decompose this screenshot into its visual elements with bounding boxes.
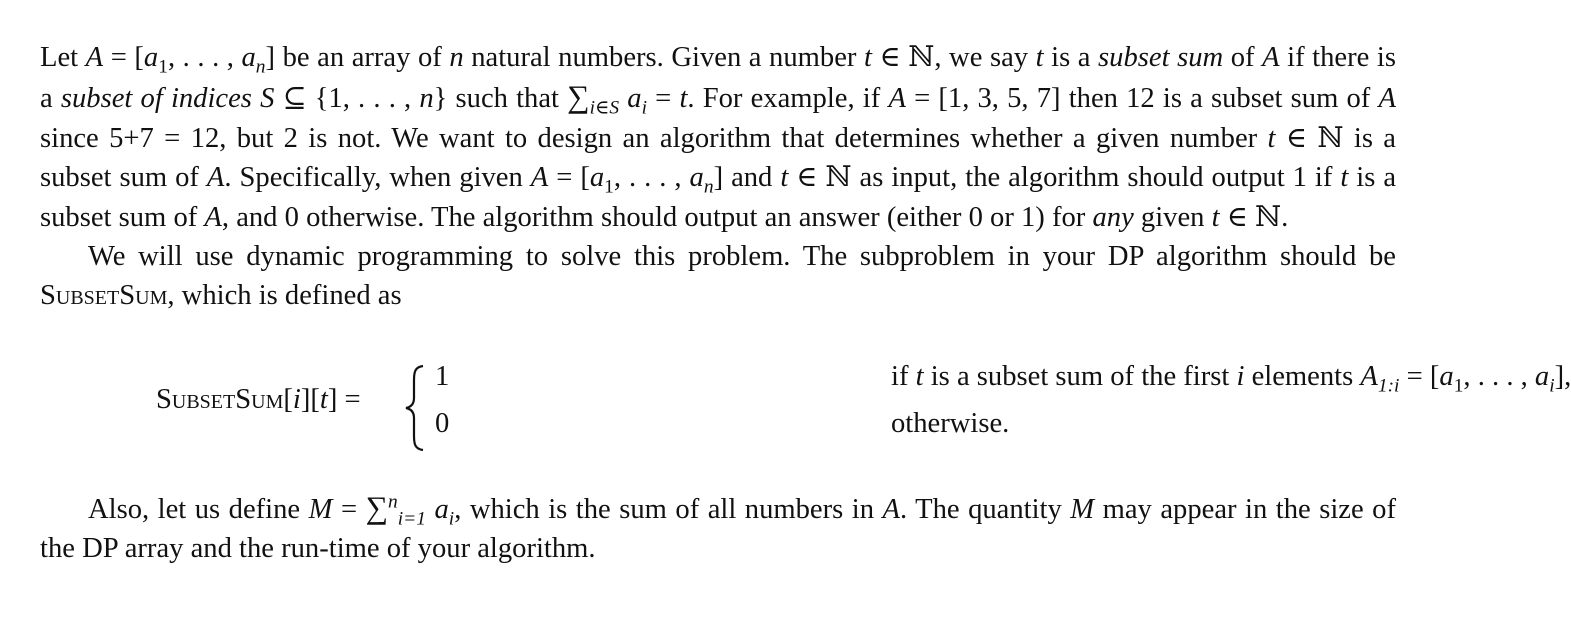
math-sub: n [255,56,266,78]
text: elements [1244,360,1361,392]
text: ], [1554,360,1571,392]
math-sub: i=1 [397,508,426,530]
text: , which is the sum of all numbers in [454,493,883,525]
emphasis: any [1092,201,1134,233]
math-sub: i [641,98,647,120]
left-brace-icon [404,364,426,452]
text: Let [40,42,86,73]
text: since 5+7 = 12, but 2 is not. We want to design an algorithm that determines whether a given number [40,122,1268,154]
math-var: t [679,83,688,115]
math-var: S [260,83,275,115]
math-sub: 1 [158,56,168,78]
problem-statement [40,38,1571,569]
math-var: a [143,42,159,73]
math-var: t [915,360,924,392]
math-var: a [619,83,642,115]
text: , and 0 otherwise. The algorithm should output an answer (either 0 or 1) for [221,201,1093,233]
math-var: A [1378,83,1396,115]
text: if there is a [40,42,1396,115]
text: , which is defined as [167,280,402,312]
case-row-1 [435,357,1571,397]
math-var: i [1236,360,1245,392]
math-var: A [206,162,225,194]
text: ] and [713,162,781,194]
case-value: 0 [435,407,450,439]
math-var: A [1360,360,1378,392]
text: natural numbers. Given a number [463,42,864,73]
math-var: a [689,162,704,194]
emphasis: subset sum [1098,42,1224,73]
paragraph-definition [40,38,1396,237]
math-var: n [419,83,434,115]
math-var: A [85,42,104,73]
math-var: M [1070,493,1095,525]
math-var: A [882,493,900,525]
case-value: 1 [435,360,450,392]
text [252,83,260,114]
bracket: ] = [327,383,361,415]
math-var: a [589,162,605,194]
math-sub: 1:i [1377,375,1400,397]
math-var: A [204,201,222,233]
display-equation [40,326,1571,472]
math-var: A [530,162,549,194]
text: is a [1043,42,1099,73]
math-sub: 1 [604,176,614,198]
subproblem-name: SubsetSum [156,383,284,415]
text: = [1, 3, 5, 7] then 12 is a subset sum of [905,83,1379,115]
text: ∈ ℕ is a subset sum of [40,122,1396,194]
text: = [332,493,366,525]
text: } such that [433,83,568,115]
math-var: t [1211,201,1220,233]
bracket: ][ [300,383,320,415]
math-sub: 1 [1453,375,1464,397]
text: is a subset sum of the first [923,360,1237,392]
text: , . . . , [613,162,690,194]
math-var: t [863,42,872,73]
text: , . . . , [167,42,242,73]
math-var: a [1439,360,1454,392]
math-sup: n [388,491,398,513]
paragraph-total-sum [40,488,1396,569]
paragraph-subproblem [40,237,1396,316]
math-var: a [241,42,256,73]
math-var: A [1262,42,1280,73]
text: = [ [548,162,590,194]
text: may appear in the size of the DP array and the run-time of your algorithm. [40,493,1396,565]
sum-symbol: ∑ [365,489,389,525]
text: ∈ ℕ, we say [871,42,1036,73]
case-condition: otherwise. [891,407,1010,439]
math-var: t [1035,42,1044,73]
text: ] be an array of [265,42,450,73]
math-var: i [292,383,301,415]
text: = [ [103,42,144,73]
text: . For example, if [687,83,889,115]
sum-symbol: ∑ [567,79,590,115]
equation-lhs [156,380,361,419]
text: We will use dynamic programming to solve this problem. The subproblem in your DP algorithm should be [88,241,1396,273]
emphasis: subset of indices [60,83,252,115]
text: ∈ ℕ as input, the algorithm should output 1 if [788,162,1341,194]
text: of [1223,42,1263,73]
math-sub: i [1549,375,1555,397]
math-var: t [319,383,328,415]
text: given [1133,201,1212,233]
text: is a subset sum of [40,162,1397,233]
text: , . . . , [1463,360,1535,392]
case-condition [891,357,1571,396]
case-row-2 [435,404,1010,443]
subproblem-name: SubsetSum [40,280,168,312]
text: = [ [1399,360,1440,392]
math-var: a [426,493,449,525]
math-sub: i [448,508,455,530]
text: ∈ ℕ. [1219,201,1289,233]
math-var: n [449,42,464,73]
math-var: a [1534,360,1550,392]
math-sub: n [703,176,714,198]
math-var: M [308,493,333,525]
math-var: t [1267,122,1276,154]
math-sub: i∈S [589,98,620,120]
text: Also, let us define [88,493,309,525]
math-var: t [1340,162,1349,194]
text: if [891,360,916,392]
math-var: t [780,162,789,194]
text: ⊆ {1, . . . , [274,83,420,115]
math-var: A [888,83,906,115]
text: . Specifically, when given [224,162,531,194]
text: . The quantity [899,493,1071,525]
bracket: [ [283,383,293,415]
text: = [646,83,680,115]
